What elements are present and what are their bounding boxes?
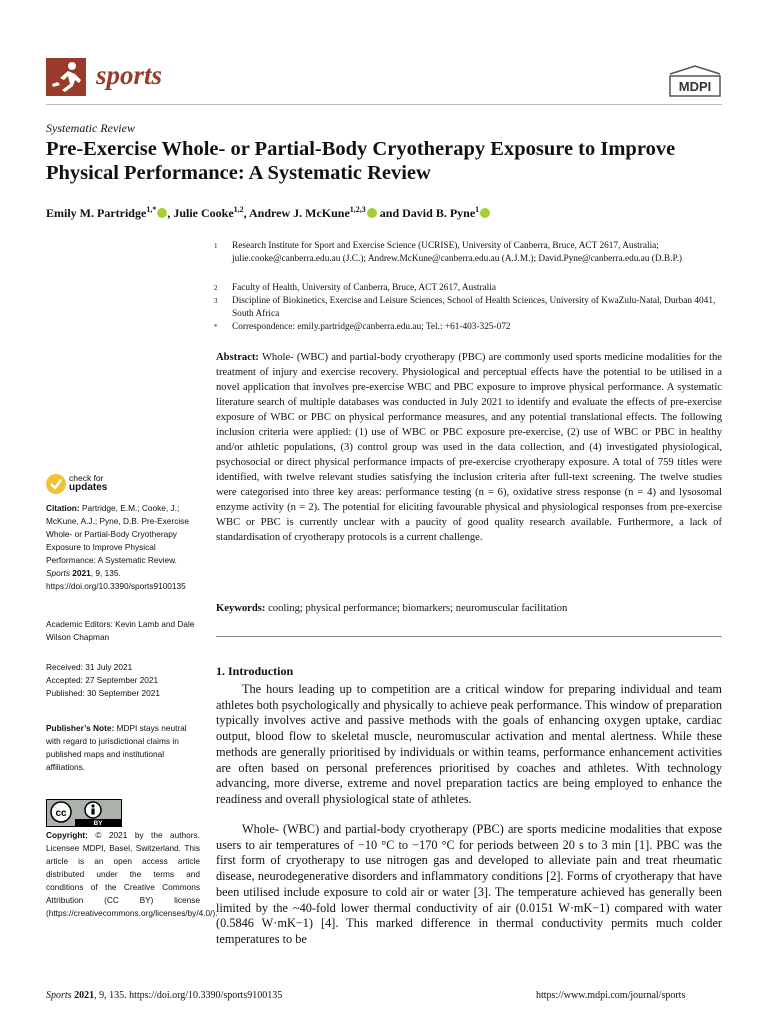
footer-doi[interactable]: , 9, 135. https://doi.org/10.3390/sports9100135 xyxy=(94,990,283,1001)
received-date: Received: 31 July 2021 xyxy=(46,662,133,672)
check-for-updates-link[interactable] xyxy=(69,474,107,492)
keywords-text: cooling; physical performance; biomarkers; neuromuscular facilitation xyxy=(268,603,568,614)
publisher-note-text: MDPI stays neutral with regard to jurisdictional claims in published maps and institutional affiliations. xyxy=(46,723,187,772)
author-sup: 1 xyxy=(475,205,480,214)
section-divider xyxy=(216,636,722,637)
mdpi-logo-icon xyxy=(668,64,722,98)
orcid-icon[interactable] xyxy=(367,208,377,218)
footer-citation xyxy=(46,990,282,1001)
citation-text: Partridge, E.M.; Cooke, J.; McKune, A.J.; Pyne, D.B. Pre-Exercise Whole- or Partial-Body Cryotherapy Exposure to Improve Physical Performance: A Systematic Review. xyxy=(46,503,189,565)
correspondence xyxy=(214,321,724,334)
publisher-note xyxy=(46,722,200,774)
abstract xyxy=(216,350,722,545)
affiliation-number: 2 xyxy=(214,284,218,292)
paragraph-text: Whole- (WBC) and partial-body cryotherapy (PBC) are sports medicine modalities that expose users to air temperatures of −10 °C to −170 °C for periods between 20 s to 3 min [1]. PBC was the first form of cryotherapy to use nitrogen gas and developed to alleviate pain and treat rheumatic disease, neurodegenerative disorders and inflammatory conditions [2]. Forms of cryotherapy that have been utilised include exposure to cold air or water [3]. The temperature achieved has generally been limited by the ~40-fold lower thermal conductivity of air (0.0151 W·mK−1) compared with water (0.5846 W·mK−1) [4]. This marked difference in thermal conductivity permits much colder temperatures to be xyxy=(216,822,722,946)
footer-journal-url[interactable]: https://www.mdpi.com/journal/sports xyxy=(536,990,686,1001)
section-heading: 1. Introduction xyxy=(216,664,294,678)
citation-doi[interactable]: , 9, 135. https://doi.org/10.3390/sports9100135 xyxy=(46,568,186,591)
affiliation-number: 3 xyxy=(214,297,218,305)
orcid-icon[interactable] xyxy=(157,208,167,218)
footer-journal: Sports xyxy=(46,990,72,1001)
copyright-label: Copyright: xyxy=(46,830,88,840)
citation xyxy=(46,502,200,593)
affiliation xyxy=(214,295,724,321)
keywords xyxy=(216,603,722,614)
affiliation xyxy=(214,282,724,295)
check-line: updates xyxy=(69,482,108,493)
affiliation-text: Research Institute for Sport and Exercise Science (UCRISE), University of Canberra, Bruce, ACT 2617, Australia; julie.cooke@canberra.edu.au (J.C.); Andrew.McKune@canberra.edu.au (A.J.M.); David.Pyne@canberra.edu.au (D.B.P.) xyxy=(232,241,683,264)
check-line: check for xyxy=(69,473,104,483)
publisher-note-label: Publisher’s Note: xyxy=(46,723,115,733)
header-divider xyxy=(46,104,722,105)
author-sup: 1,2 xyxy=(233,205,244,214)
author-sup: 1,* xyxy=(146,205,157,214)
keywords-label: Keywords: xyxy=(216,603,266,614)
copyright xyxy=(46,829,218,920)
intro-paragraph-2 xyxy=(216,822,722,948)
footer-year: 2021 xyxy=(74,990,95,1001)
svg-text:cc: cc xyxy=(55,808,67,819)
author-name: Julie Cooke xyxy=(173,206,234,220)
author-name: David B. Pyne xyxy=(402,206,476,220)
copyright-text: © 2021 by the authors. Licensee MDPI, Basel, Switzerland. This article is an open access article distributed under the terms and conditions of the Creative Commons Attribution (CC BY) license (https://creativecommons.org/licenses/by/4.0/). xyxy=(46,830,218,918)
author-sup: 1,2,3 xyxy=(349,205,366,214)
article-title: Pre-Exercise Whole- or Partial-Body Cryotherapy Exposure to Improve Physical Performance: A Systematic Review xyxy=(46,138,676,184)
citation-label: Citation: xyxy=(46,503,80,513)
check-for-updates-icon[interactable] xyxy=(46,474,66,494)
correspondence-text: Correspondence: emily.partridge@canberra.edu.au; Tel.: +61-403-325-072 xyxy=(232,322,511,332)
affiliation-number: * xyxy=(214,323,218,331)
published-date: Published: 30 September 2021 xyxy=(46,688,160,698)
affiliation xyxy=(214,240,724,266)
journal-logo-icon xyxy=(46,58,86,96)
cc-label: BY xyxy=(93,820,103,826)
abstract-label: Abstract: xyxy=(216,352,259,363)
author-name: Emily M. Partridge xyxy=(46,206,147,220)
orcid-icon[interactable] xyxy=(480,208,490,218)
affiliation-text: Faculty of Health, University of Canberra, Bruce, ACT 2617, Australia xyxy=(232,283,496,293)
author-list: Emily M. Partridge$^{1,*}$ , Julie Cooke$^{1,2}$, Andrew J. McKune$^{1,2,3}$ and David B. Pyne$^1$ xyxy=(46,205,490,221)
abstract-text: Whole- (WBC) and partial-body cryotherapy (PBC) are commonly used sports medicine modalities for the treatment of injury and exercise recovery. Physiological and perceptual effects have the potential to be utilised in a novel application that involves pre-exercise WBC and PBC exposure to improve physical performance. A systematic literature search of multiple databases was conducted in July 2021 to identify and evaluate the effects of pre-exercise exposure of WBC or PBC on physical performance measures, and any potential translational effects. The following inclusion criteria were applied: (1) use of WBC or PBC exposure pre-exercise, (2) use of WBC or PBC in healthy and/or athletic populations, (3) control group was used in the data collection, and (4) investigated physiological, psychosocial or direct physical performance impacts of pre-exercise cryotherapy exposure. A total of 759 titles were identified, with twelve relevant studies satisfying the inclusion criteria after full-text screening. The twelve studies were categorised into three key areas: performance testing (n = 6), oxidative stress response (n = 4) and lysosomal enzyme activity (n = 2). The potential for eliciting favourable physical and physiological responses from pre-exercise WBC or PBC is currently unclear with a paucity of good quality research available. Furthermore, a lack of standardisation of cryotherapy protocols is a current challenge. xyxy=(216,352,722,543)
author-name: Andrew J. McKune xyxy=(249,206,350,220)
academic-editors: Academic Editors: Kevin Lamb and Dale Wilson Chapman xyxy=(46,619,195,642)
publisher-name: MDPI xyxy=(678,79,712,94)
cc-by-license-icon[interactable] xyxy=(46,799,122,827)
citation-year: 2021 xyxy=(72,568,91,578)
citation-journal: Sports xyxy=(46,568,70,578)
intro-paragraph-1 xyxy=(216,682,722,808)
journal-name: sports xyxy=(96,60,163,90)
dates xyxy=(46,661,200,700)
affiliation-number: 1 xyxy=(214,242,218,250)
accepted-date: Accepted: 27 September 2021 xyxy=(46,675,159,685)
paragraph-text: The hours leading up to competition are a critical window for preparing individual and team athletes both psychologically and physically to achieve peak performance. This window of preparation typically involves active and passive methods with the goals of enhancing oxygen uptake, cardiac output, blood flow to skeletal muscle, neuromuscular activation and mental alertness. While these methods are generally prioritised by individuals or within teams, performance enhancement activities are often based on personal preferences prioritised by coaches and athletes. With technology advancing, more diverse, extreme and novel preparation tactics are being employed to enhance the readiness and overall physiological state of athletes. xyxy=(216,682,722,806)
article-type: Systematic Review xyxy=(46,121,135,135)
affiliation-text: Discipline of Biokinetics, Exercise and Leisure Sciences, School of Health Sciences, University of KwaZulu-Natal, Durban 4041, South Africa xyxy=(232,296,716,319)
